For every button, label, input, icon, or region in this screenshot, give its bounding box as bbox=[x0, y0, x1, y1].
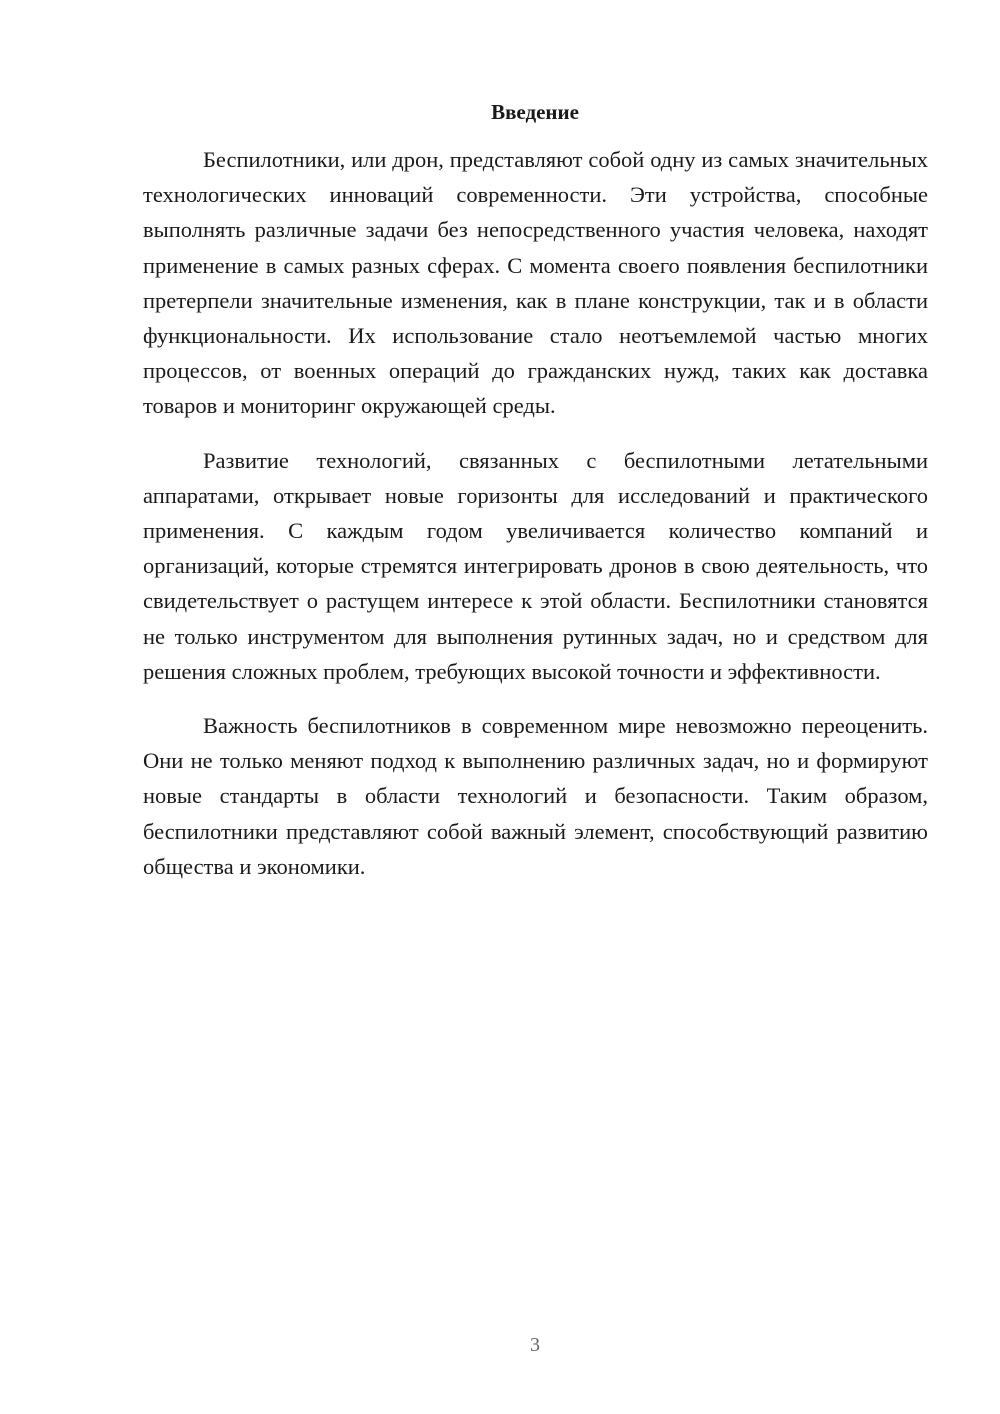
paragraph-3: Важность беспилотников в современном мире невозможно переоценить. Они не только меняют подход к выполнению различных задач, но и формируют новые стандарты в области технологий и безопасности. Таким образом, беспилотники представляют собой важный элемент, способствующий развитию общества и экономики. bbox=[143, 713, 928, 879]
section-heading: Введение bbox=[491, 100, 579, 124]
body-text bbox=[143, 142, 928, 903]
page-number: 3 bbox=[530, 1334, 540, 1356]
paragraph-2: Развитие технологий, связанных с беспилотными летательными аппаратами, открывает новые горизонты для исследований и практического применения. С каждым годом увеличивается количество компаний и организаций, которые стремятся интегрировать дронов в свою деятельность, что свидетельствует о растущем интересе к этой области. Беспилотники становятся не только инструментом для выполнения рутинных задач, но и средством для решения сложных проблем, требующих высокой точности и эффективности. bbox=[143, 447, 928, 684]
paragraph-1: Беспилотники, или дрон, представляют собой одну из самых значительных технологических инноваций современности. Эти устройства, способные выполнять различные задачи без непосредственного участия человека, находят применение в самых разных сферах. С момента своего появления беспилотники претерпели значительные изменения, как в плане конструкции, так и в области функциональности. Их использование стало неотъемлемой частью многих процессов, от военных операций до гражданских нужд, таких как доставка товаров и мониторинг окружающей среды. bbox=[143, 147, 928, 419]
